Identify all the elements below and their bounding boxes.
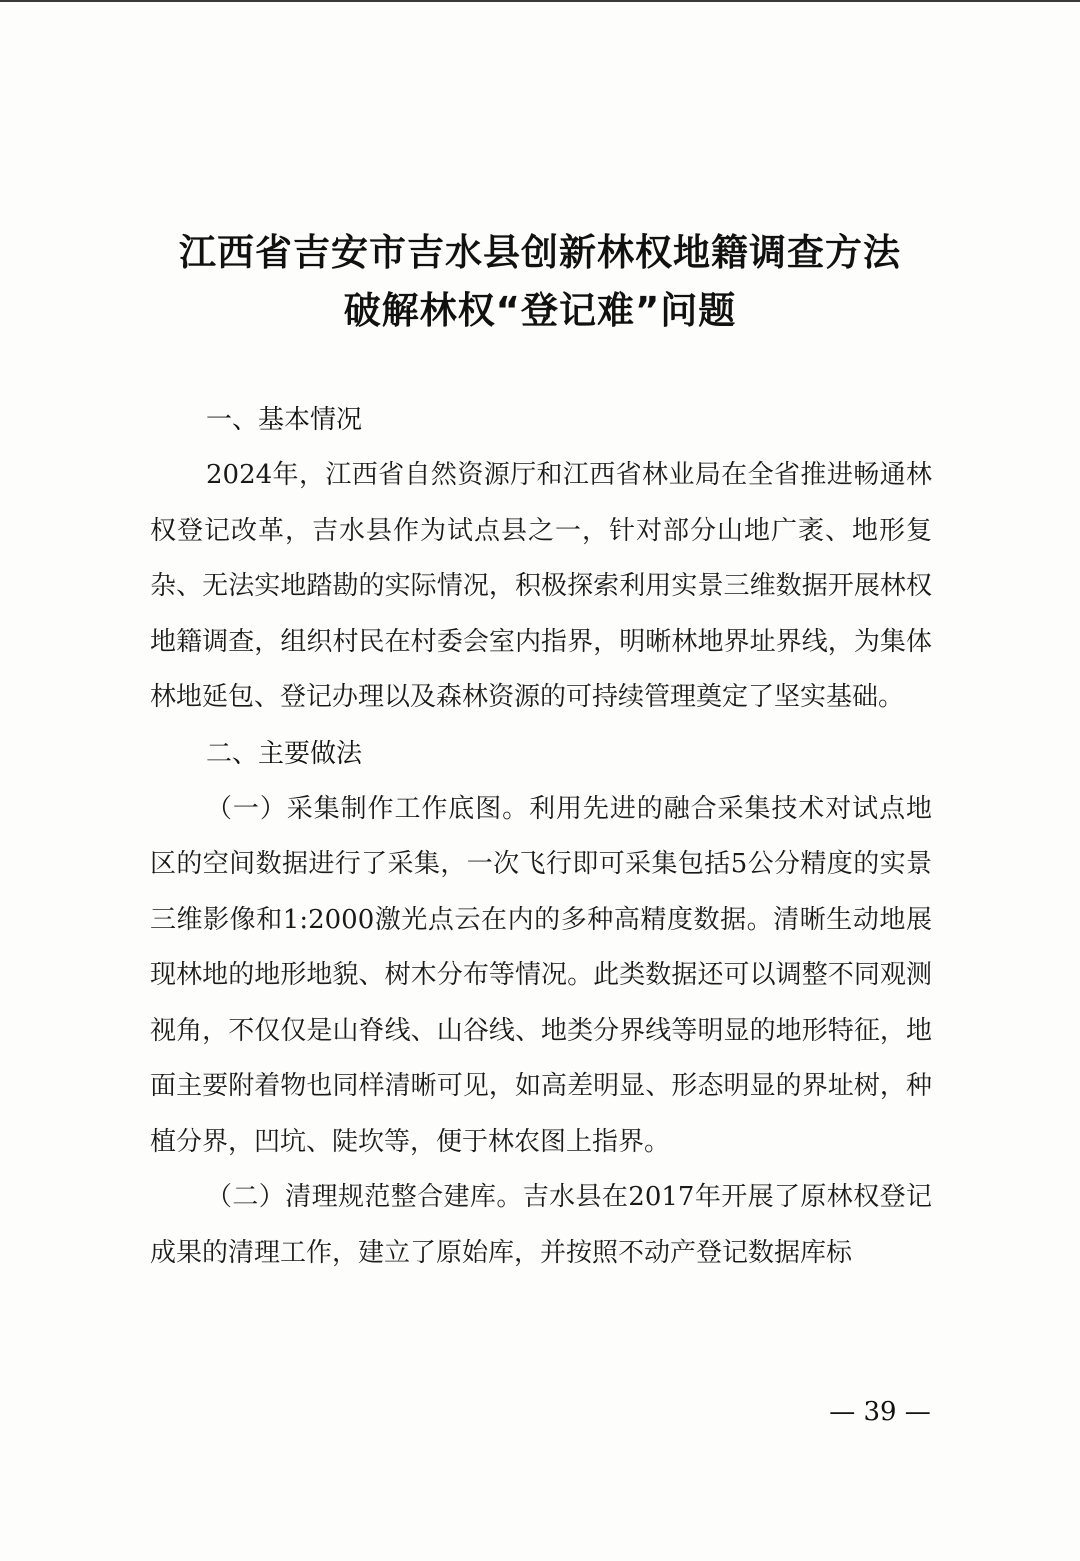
- paragraph-practice-2: [150, 1170, 932, 1281]
- paragraph-basic-situation: 2024年，江西省自然资源厅和江西省林业局在全省推进畅通林权登记改革，吉水县作为试点县之一，针对部分山地广袤、地形复杂、无法实地踏勘的实际情况，积极探索利用实景三维数据开展林权地籍调查，组织村民在村委会室内指界，明晰林地界址界线，为集体林地延包、登记办理以及森林资源的可持续管理奠定了坚实基础。: [150, 460, 932, 712]
- practice-2-text: 吉水县在2017年开展了原林权登记成果的清理工作，建立了原始库，并按照不动产登记数据库标: [150, 1182, 932, 1268]
- document-title-line-1: 江西省吉安市吉水县创新林权地籍调查方法: [179, 231, 901, 274]
- practice-1-lead: （一）采集制作工作底图。: [206, 793, 530, 824]
- page-number: — 39 —: [829, 1397, 931, 1427]
- page-top-edge: [0, 0, 1080, 2]
- practice-2-lead: （二）清理规范整合建库。: [206, 1182, 523, 1212]
- practice-1-text: 利用先进的融合采集技术对试点地区的空间数据进行了采集，一次飞行即可采集包括5公分精度的实景三维影像和1:2000激光点云在内的多种高精度数据。清晰生动地展现林地的地形地貌、树木分布等情况。此类数据还可以调整不同观测视角，不仅仅是山脊线、山谷线、地类分界线等明显的地形特征，地面主要附着物也同样清晰可见，如高差明显、形态明显的界址树，种植分界，凹坑、陡坎等，便于林农图上指界。: [150, 793, 932, 1157]
- document-title-line-2: 破解林权“登记难”问题: [343, 289, 737, 332]
- section-heading-basic-situation: 一、基本情况: [206, 405, 363, 435]
- paragraph-practice-1: [150, 782, 932, 1171]
- document-body: [150, 392, 932, 1281]
- section-heading-main-practices: 二、主要做法: [206, 738, 363, 769]
